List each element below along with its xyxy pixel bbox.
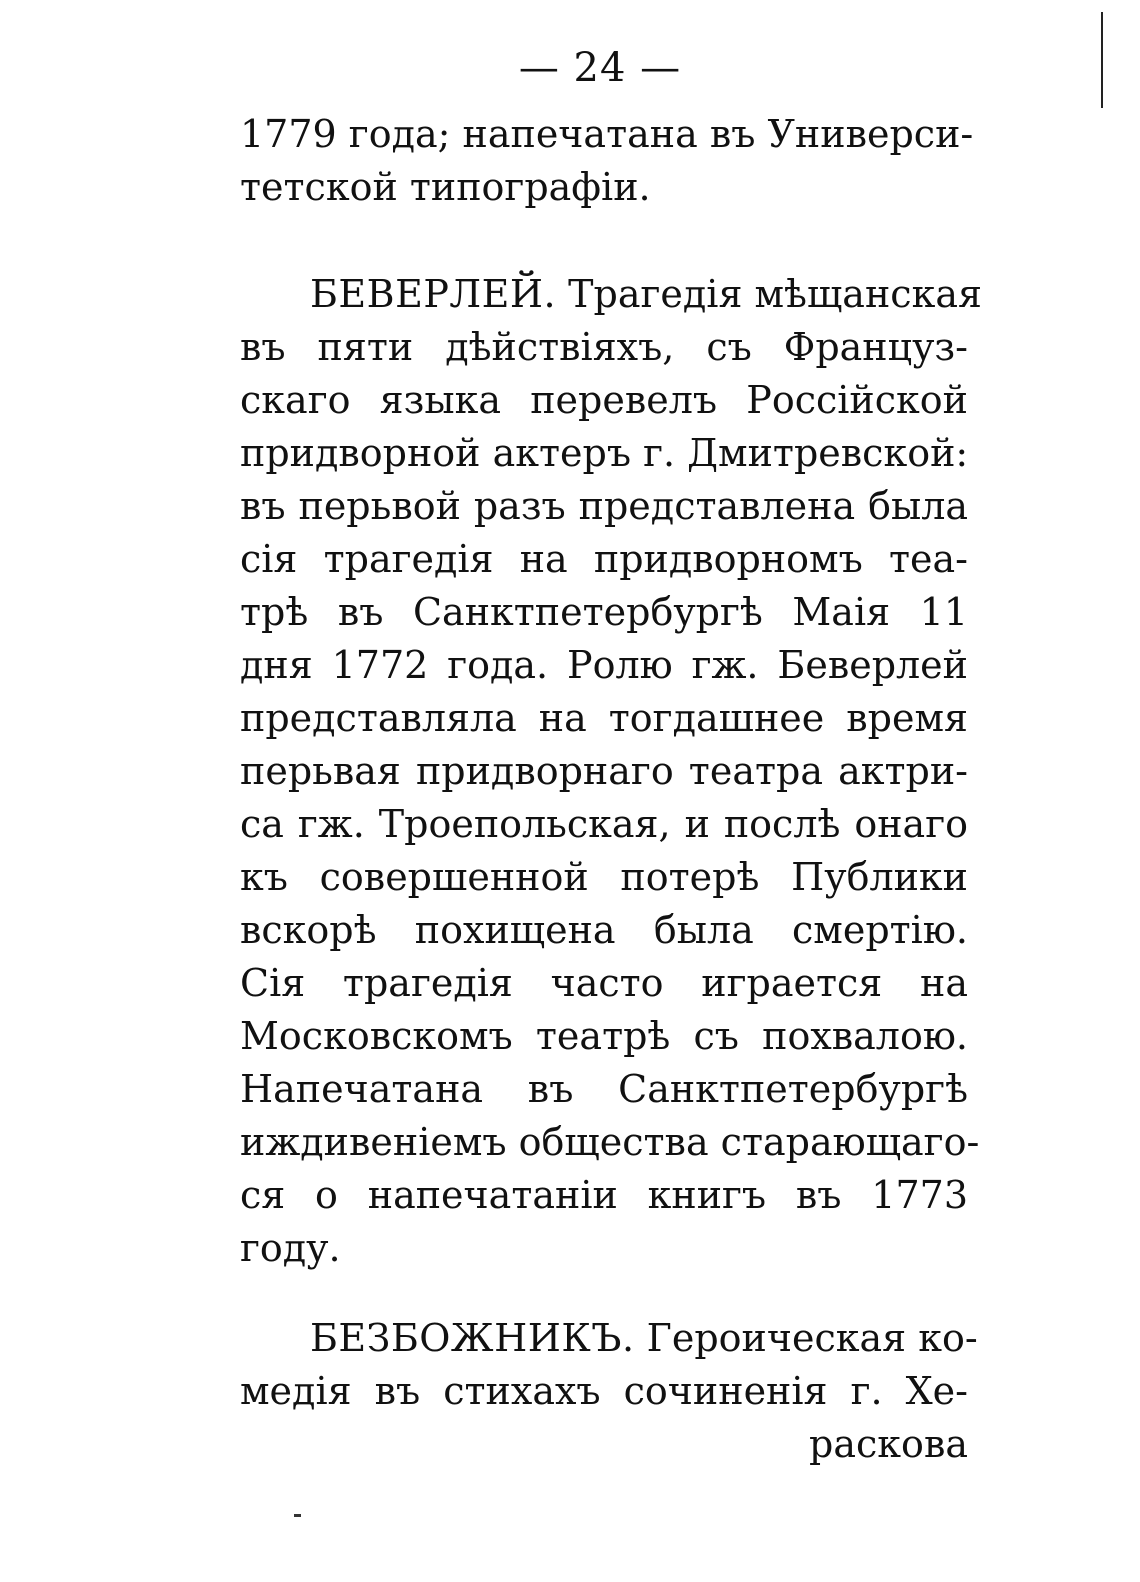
paragraph-continuation xyxy=(240,108,974,214)
text-line: ся о напечатаніи книгъ въ 1773 xyxy=(240,1173,968,1217)
entry-first-line xyxy=(240,1312,978,1365)
text-line: вскорѣ похищена была смертію. xyxy=(240,908,968,952)
catchword: раскова xyxy=(809,1422,968,1466)
text-line: году. xyxy=(240,1226,341,1270)
entry-title: БЕЗБОЖНИКЪ. xyxy=(310,1316,635,1360)
entry-bezbozhnik xyxy=(240,1312,978,1471)
text-line: иждивеніемъ общества старающаго- xyxy=(240,1120,980,1164)
entry-title: БЕВЕРЛЕЙ. xyxy=(310,272,557,316)
text-line: въ пяти дѣйствіяхъ, съ Француз- xyxy=(240,325,968,369)
text-line: дня 1772 года. Ролю гж. Беверлей xyxy=(240,643,968,687)
text-line: сія трагедія на придворномъ теа- xyxy=(240,537,968,581)
text-line: скаго языка перевелъ Россійской xyxy=(240,378,968,422)
text-line: перьвая придворнаго театра актри- xyxy=(240,749,968,793)
text-line: придворной актеръ г. Дмитревской: xyxy=(240,431,969,475)
text-line: въ перьвой разъ представлена была xyxy=(240,484,968,528)
entry-first-line xyxy=(240,268,982,321)
text-line: Московскомъ театрѣ съ похвалою. xyxy=(240,1014,968,1058)
text-line: 1779 года; напечатана въ Универси- xyxy=(240,112,974,156)
print-speck xyxy=(294,1514,301,1517)
text-line: къ совершенной потерѣ Публики xyxy=(240,855,968,899)
text-line: трѣ въ Санктпетербургѣ Маія 11 xyxy=(240,590,968,634)
page-number: — 24 — xyxy=(518,45,682,91)
entry-first-line-text: Трагедія мѣщанская xyxy=(568,272,982,316)
text-line: Напечатана въ Санктпетербургѣ xyxy=(240,1067,968,1111)
text-line: Сія трагедія часто играется на xyxy=(240,961,968,1005)
text-line: медія въ стихахъ сочиненія г. Хе- xyxy=(240,1369,968,1413)
text-line: тетской типографіи. xyxy=(240,165,651,209)
entry-first-line-text: Героическая ко- xyxy=(646,1316,978,1360)
text-line: са гж. Троепольская, и послѣ онаго xyxy=(240,802,968,846)
text-line: представляла на тогдашнее время xyxy=(240,696,968,740)
entry-beverley xyxy=(240,268,982,1275)
